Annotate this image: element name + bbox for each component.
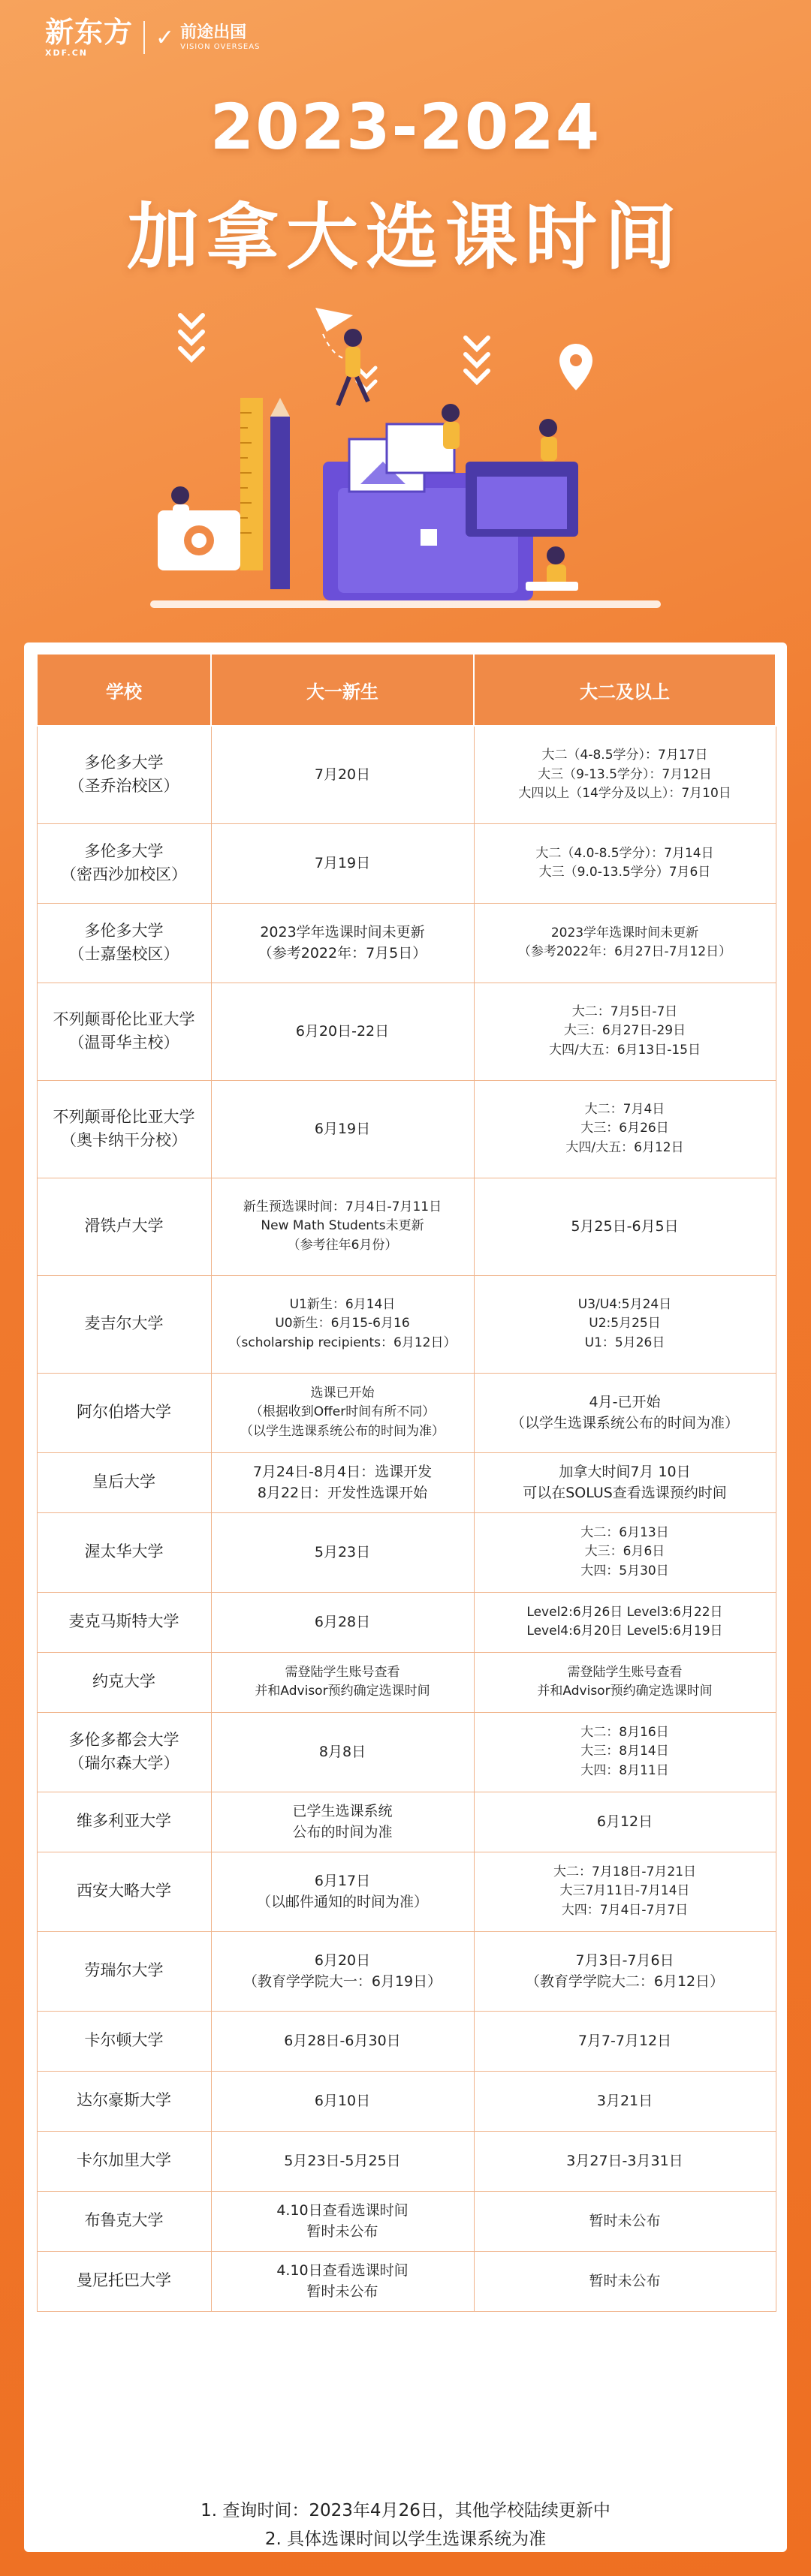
cell-line: 2023学年选课时间未更新 bbox=[260, 923, 425, 940]
cell-line: 需登陆学生账号查看 bbox=[567, 1664, 683, 1680]
cell-line: （根据收到Offer时间有所不同） bbox=[249, 1404, 436, 1420]
cell-line: （教育学学院大二：6月12日） bbox=[525, 1973, 725, 1990]
vision-logo bbox=[180, 24, 260, 51]
cell-line: （以学生选课系统公布的时间为准） bbox=[240, 1423, 445, 1439]
school-cell bbox=[37, 1652, 211, 1712]
title-year: 2023-2024 bbox=[210, 90, 601, 164]
cell-line: 6月20日-22日 bbox=[295, 1022, 390, 1040]
upper-year-cell bbox=[474, 2251, 776, 2311]
school-cell bbox=[37, 1592, 211, 1652]
xdf-logo bbox=[45, 15, 134, 58]
upper-year-cell bbox=[474, 1373, 776, 1452]
chevron-down-icon bbox=[466, 338, 488, 382]
cell-line: 5月25日-6月5日 bbox=[571, 1217, 679, 1235]
cell-line: 大四：7月4日-7月7日 bbox=[561, 1902, 689, 1918]
table-row bbox=[37, 1931, 776, 2011]
school-cell bbox=[37, 2251, 211, 2311]
table-row bbox=[37, 2071, 776, 2131]
first-year-cell bbox=[211, 1275, 474, 1373]
first-year-cell bbox=[211, 823, 474, 903]
cell-line: 6月19日 bbox=[314, 1120, 371, 1137]
cell-line: 8月8日 bbox=[318, 1743, 366, 1760]
upper-year-cell bbox=[474, 1080, 776, 1178]
cell-line: 曼尼托巴大学 bbox=[77, 2271, 171, 2290]
cell-line: 大四以上（14学分及以上）：7月10日 bbox=[518, 786, 731, 801]
cell-line: 需登陆学生账号查看 bbox=[285, 1664, 400, 1680]
cell-line: 大四：8月11日 bbox=[580, 1762, 669, 1778]
table-row bbox=[37, 1275, 776, 1373]
first-year-cell bbox=[211, 2011, 474, 2071]
upper-year-cell bbox=[474, 2011, 776, 2071]
cell-line: （圣乔治校区） bbox=[68, 777, 179, 796]
logo-bar bbox=[45, 17, 260, 59]
table-row bbox=[37, 726, 776, 823]
cell-line: 公布的时间为准 bbox=[292, 1824, 393, 1840]
cell-line: U1新生：6月14日 bbox=[289, 1296, 396, 1312]
person-figure-icon bbox=[526, 546, 578, 591]
cell-line: 滑铁卢大学 bbox=[84, 1217, 164, 1235]
vision-logo-text: 前途出国 bbox=[180, 23, 247, 42]
cell-line: 4.10日查看选课时间 bbox=[276, 2262, 409, 2279]
cell-line: 渥太华大学 bbox=[84, 1542, 164, 1561]
footnote-2: 2. 具体选课时间以学生选课系统为准 bbox=[264, 2529, 547, 2549]
cell-line: 3月27日-3月31日 bbox=[566, 2152, 683, 2169]
table-row bbox=[37, 1452, 776, 1512]
cell-line: 已学生选课系统 bbox=[292, 1802, 393, 1819]
cell-line: 暂时未公布 bbox=[306, 2223, 378, 2240]
cell-line: 西安大略大学 bbox=[77, 1882, 171, 1900]
cell-line: 大三7月11日-7月14日 bbox=[559, 1883, 690, 1899]
person-figure-icon bbox=[338, 329, 368, 405]
upper-year-cell bbox=[474, 823, 776, 903]
table-row bbox=[37, 823, 776, 903]
school-cell bbox=[37, 2011, 211, 2071]
school-cell bbox=[37, 1852, 211, 1931]
school-cell bbox=[37, 1792, 211, 1852]
cell-line: 3月21日 bbox=[596, 2092, 653, 2109]
school-cell bbox=[37, 1512, 211, 1592]
cell-line: Level2:6月26日 Level3:6月22日 bbox=[526, 1604, 723, 1620]
cell-line: New Math Students未更新 bbox=[261, 1218, 424, 1234]
logo-sub-text: XDF.CN bbox=[45, 47, 88, 58]
school-cell bbox=[37, 1931, 211, 2011]
first-year-cell bbox=[211, 1652, 474, 1712]
column-header-school: 学校 bbox=[37, 654, 211, 726]
cell-line: 8月22日：开发性选课开始 bbox=[257, 1485, 428, 1501]
cell-line: 6月20日 bbox=[314, 1952, 371, 1969]
cell-line: 维多利亚大学 bbox=[77, 1812, 171, 1831]
cell-line: （瑞尔森大学） bbox=[68, 1754, 179, 1772]
vision-logo-sub: VISION OVERSEAS bbox=[180, 43, 261, 51]
upper-year-cell bbox=[474, 2131, 776, 2191]
table-row bbox=[37, 1080, 776, 1178]
upper-year-cell bbox=[474, 1592, 776, 1652]
cell-line: 大二：8月16日 bbox=[580, 1724, 669, 1740]
cell-line: 大二：7月4日 bbox=[584, 1101, 665, 1117]
upper-year-cell bbox=[474, 1178, 776, 1275]
first-year-cell bbox=[211, 983, 474, 1080]
cell-line: 布鲁克大学 bbox=[84, 2211, 164, 2230]
first-year-cell bbox=[211, 1931, 474, 2011]
table-row bbox=[37, 1712, 776, 1792]
school-cell bbox=[37, 1712, 211, 1792]
cell-line: （scholarship recipients：6月12日） bbox=[228, 1335, 457, 1350]
school-cell bbox=[37, 1275, 211, 1373]
person-figure-icon bbox=[171, 486, 189, 527]
cell-line: 6月17日 bbox=[314, 1872, 371, 1889]
cell-line: 7月20日 bbox=[314, 766, 371, 783]
first-year-cell bbox=[211, 1592, 474, 1652]
cell-line: 大三：6月26日 bbox=[580, 1121, 669, 1136]
first-year-cell bbox=[211, 2191, 474, 2251]
first-year-cell bbox=[211, 1080, 474, 1178]
column-header-first-year: 大一新生 bbox=[211, 654, 474, 726]
cell-line: 加拿大时间7月 10日 bbox=[559, 1463, 691, 1480]
upper-year-cell bbox=[474, 2071, 776, 2131]
cell-line: 选课已开始 bbox=[310, 1385, 375, 1401]
cell-line: 5月23日 bbox=[314, 1543, 371, 1560]
cell-line: 多伦多大学 bbox=[84, 753, 164, 772]
person-figure-icon bbox=[442, 404, 460, 449]
cell-line: U3/U4:5月24日 bbox=[577, 1296, 672, 1312]
schedule-card bbox=[24, 642, 787, 2552]
cell-line: 2023学年选课时间未更新 bbox=[550, 925, 699, 940]
table-row bbox=[37, 2011, 776, 2071]
cell-line: 大三：8月14日 bbox=[580, 1744, 669, 1759]
cell-line: 暂时未公布 bbox=[306, 2283, 378, 2300]
upper-year-cell bbox=[474, 2191, 776, 2251]
school-cell bbox=[37, 1373, 211, 1452]
cell-line: 约克大学 bbox=[92, 1672, 155, 1691]
cell-line: 可以在SOLUS查看选课预约时间 bbox=[523, 1485, 727, 1501]
chevron-down-icon bbox=[180, 315, 203, 360]
hero-illustration bbox=[135, 285, 676, 630]
table-row bbox=[37, 1592, 776, 1652]
first-year-cell bbox=[211, 2251, 474, 2311]
page-title: 加拿大选课时间 bbox=[127, 195, 684, 279]
upper-year-cell bbox=[474, 1652, 776, 1712]
ruler-icon bbox=[240, 398, 263, 570]
cell-line: 多伦多大学 bbox=[84, 841, 164, 860]
cell-line: （以邮件通知的时间为准） bbox=[256, 1894, 428, 1910]
cell-line: （温哥华主校） bbox=[68, 1034, 179, 1052]
person-figure-icon bbox=[539, 419, 557, 461]
cell-line: 4.10日查看选课时间 bbox=[276, 2201, 409, 2219]
cell-line: 不列颠哥伦比亚大学 bbox=[53, 1107, 195, 1126]
cell-line: 大三：6月27日-29日 bbox=[563, 1023, 686, 1039]
cell-line: （参考往年6月份） bbox=[287, 1237, 398, 1253]
cell-line: 不列颠哥伦比亚大学 bbox=[53, 1010, 195, 1028]
school-cell bbox=[37, 1452, 211, 1512]
cell-line: 7月3日-7月6日 bbox=[575, 1952, 674, 1969]
school-cell bbox=[37, 1178, 211, 1275]
cell-line: 7月7-7月12日 bbox=[577, 2032, 672, 2049]
table-row bbox=[37, 1652, 776, 1712]
cell-line: （教育学学院大一：6月19日） bbox=[243, 1973, 442, 1990]
upper-year-cell bbox=[474, 1512, 776, 1592]
upper-year-cell bbox=[474, 1852, 776, 1931]
cell-line: 皇后大学 bbox=[92, 1473, 155, 1491]
table-row bbox=[37, 1178, 776, 1275]
cell-line: 达尔豪斯大学 bbox=[77, 2091, 171, 2110]
logo-separator bbox=[143, 21, 145, 54]
first-year-cell bbox=[211, 1178, 474, 1275]
cell-line: 暂时未公布 bbox=[589, 2212, 661, 2229]
pencil-icon bbox=[270, 417, 290, 589]
first-year-cell bbox=[211, 1852, 474, 1931]
cell-line: 麦克马斯特大学 bbox=[68, 1612, 179, 1631]
school-cell bbox=[37, 823, 211, 903]
table-row bbox=[37, 903, 776, 983]
cell-line: （奥卡纳干分校） bbox=[61, 1131, 187, 1149]
cell-line: 阿尔伯塔大学 bbox=[77, 1403, 171, 1422]
cell-line: 大二：7月5日-7日 bbox=[571, 1004, 678, 1019]
cell-line: 7月24日-8月4日：选课开发 bbox=[252, 1463, 433, 1480]
paper-plane-icon bbox=[315, 308, 353, 332]
cell-line: 大四/大五：6月13日-15日 bbox=[549, 1042, 701, 1058]
upper-year-cell bbox=[474, 1931, 776, 2011]
school-cell bbox=[37, 983, 211, 1080]
cell-line: 6月10日 bbox=[314, 2092, 371, 2109]
cell-line: 并和Advisor预约确定选课时间 bbox=[255, 1684, 430, 1699]
first-year-cell bbox=[211, 1712, 474, 1792]
table-header-row bbox=[37, 654, 776, 726]
upper-year-cell bbox=[474, 903, 776, 983]
upper-year-cell bbox=[474, 1275, 776, 1373]
column-header-upper-year: 大二及以上 bbox=[474, 654, 776, 726]
table-row bbox=[37, 983, 776, 1080]
cell-line: U1：5月26日 bbox=[584, 1335, 665, 1350]
cell-line: 卡尔顿大学 bbox=[84, 2031, 164, 2050]
upper-year-cell bbox=[474, 1792, 776, 1852]
cell-line: 大四：5月30日 bbox=[580, 1563, 669, 1578]
cell-line: 大二：6月13日 bbox=[580, 1524, 669, 1540]
first-year-cell bbox=[211, 1373, 474, 1452]
upper-year-cell bbox=[474, 983, 776, 1080]
table-row bbox=[37, 1512, 776, 1592]
cell-line: Level4:6月20日 Level5:6月19日 bbox=[526, 1624, 723, 1639]
school-cell bbox=[37, 2071, 211, 2131]
table-row bbox=[37, 2251, 776, 2311]
cell-line: 多伦多都会大学 bbox=[68, 1730, 179, 1749]
cell-line: 6月28日-6月30日 bbox=[284, 2032, 401, 2049]
cell-line: （参考2022年：6月27日-7月12日） bbox=[517, 944, 732, 959]
upper-year-cell bbox=[474, 1452, 776, 1512]
upper-year-cell bbox=[474, 726, 776, 823]
cell-line: 6月28日 bbox=[314, 1613, 371, 1630]
cell-line: （密西沙加校区） bbox=[61, 865, 187, 883]
cell-line: 暂时未公布 bbox=[589, 2272, 661, 2289]
table-row bbox=[37, 2131, 776, 2191]
logo-main-text: 新东方 bbox=[45, 15, 134, 49]
cell-line: 卡尔加里大学 bbox=[77, 2151, 171, 2170]
cell-line: （以学生选课系统公布的时间为准） bbox=[510, 1415, 739, 1431]
schedule-table bbox=[36, 653, 776, 2312]
table-row bbox=[37, 1373, 776, 1452]
cell-line: （参考2022年：7月5日） bbox=[258, 945, 427, 961]
cell-line: 大二（4-8.5学分）：7月17日 bbox=[541, 748, 708, 763]
cell-line: 劳瑞尔大学 bbox=[84, 1961, 164, 1980]
table-row bbox=[37, 1852, 776, 1931]
school-cell bbox=[37, 1080, 211, 1178]
first-year-cell bbox=[211, 2131, 474, 2191]
first-year-cell bbox=[211, 1512, 474, 1592]
first-year-cell bbox=[211, 903, 474, 983]
table-row bbox=[37, 2191, 776, 2251]
cell-line: 大三（9.0-13.5学分）7月6日 bbox=[538, 865, 711, 880]
first-year-cell bbox=[211, 726, 474, 823]
cell-line: 并和Advisor预约确定选课时间 bbox=[537, 1684, 713, 1699]
cell-line: 5月23日-5月25日 bbox=[284, 2152, 401, 2169]
cell-line: 大四/大五：6月12日 bbox=[565, 1139, 684, 1155]
cell-line: U0新生：6月15-6月16 bbox=[275, 1316, 410, 1332]
first-year-cell bbox=[211, 2071, 474, 2131]
cell-line: U2:5月25日 bbox=[589, 1316, 661, 1332]
cell-line: （士嘉堡校区） bbox=[68, 945, 179, 963]
upper-year-cell bbox=[474, 1712, 776, 1792]
cell-line: 4月-已开始 bbox=[589, 1393, 661, 1410]
school-cell bbox=[37, 903, 211, 983]
cell-line: 大三（9-13.5学分）：7月12日 bbox=[538, 766, 712, 782]
school-cell bbox=[37, 2131, 211, 2191]
cell-line: 6月12日 bbox=[596, 1813, 653, 1830]
school-cell bbox=[37, 2191, 211, 2251]
location-pin-icon bbox=[559, 344, 592, 390]
cell-line: 大二（4.0-8.5学分）：7月14日 bbox=[535, 845, 714, 861]
cell-line: 大三：6月6日 bbox=[584, 1544, 665, 1560]
cell-line: 大二：7月18日-7月21日 bbox=[553, 1864, 697, 1879]
cell-line: 7月19日 bbox=[314, 854, 371, 871]
cell-line: 麦吉尔大学 bbox=[84, 1314, 164, 1333]
vision-logo-icon: ✓ bbox=[155, 24, 175, 51]
table-row bbox=[37, 1792, 776, 1852]
first-year-cell bbox=[211, 1452, 474, 1512]
cell-line: 新生预选课时间：7月4日-7月11日 bbox=[243, 1199, 442, 1214]
footnote-1: 1. 查询时间：2023年4月26日，其他学校陆续更新中 bbox=[200, 2501, 611, 2520]
first-year-cell bbox=[211, 1792, 474, 1852]
school-cell bbox=[37, 726, 211, 823]
cell-line: 多伦多大学 bbox=[84, 921, 164, 940]
